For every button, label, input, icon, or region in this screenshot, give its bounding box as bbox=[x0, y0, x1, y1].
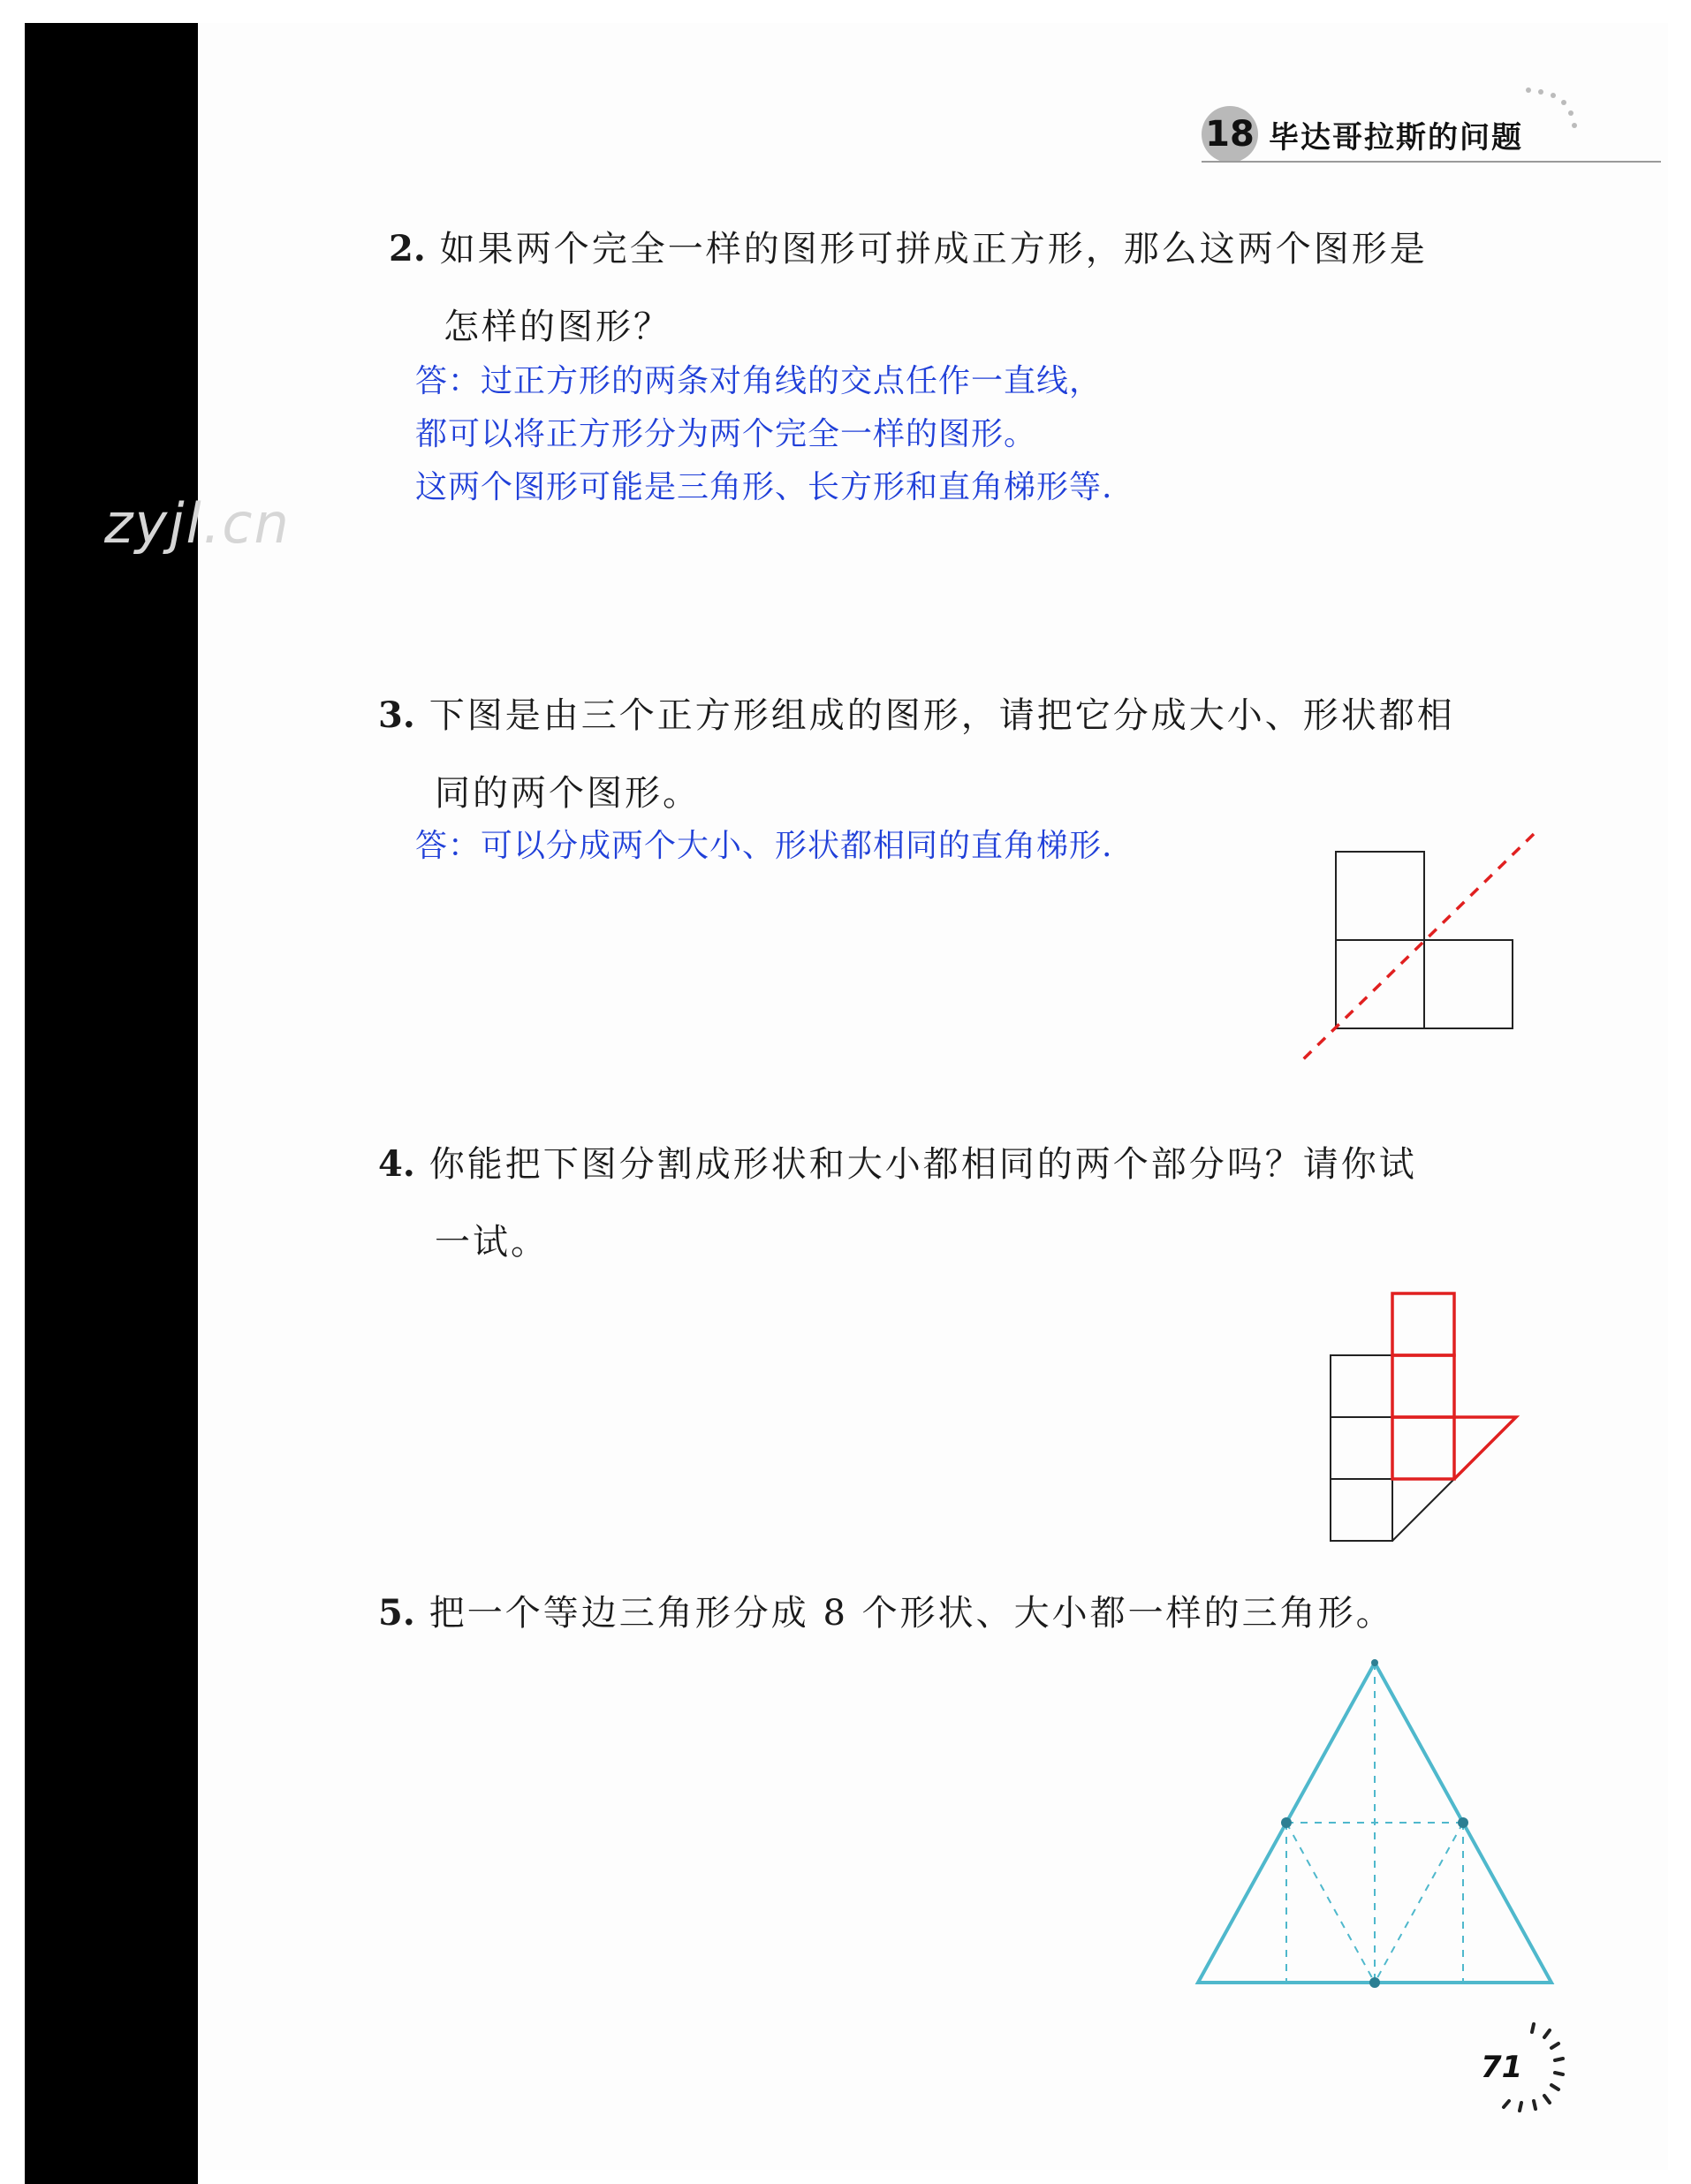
question-4-line-1: 4. 你能把下图分割成形状和大小都相同的两个部分吗？请你试 bbox=[378, 1143, 1417, 1185]
square-top bbox=[1336, 852, 1424, 940]
watermark: zyjl.cn bbox=[104, 491, 291, 556]
question-4-line-2: 一试。 bbox=[435, 1222, 549, 1263]
question-2-line-1: 2. 如果两个完全一样的图形可拼成正方形，那么这两个图形是 bbox=[389, 228, 1428, 269]
question-3-line-1: 3. 下图是由三个正方形组成的图形，请把它分成大小、形状都相 bbox=[378, 694, 1455, 736]
page-number: 71 bbox=[1481, 2050, 1523, 2085]
question-5-line-1: 5. 把一个等边三角形分成 8 个形状、大小都一样的三角形。 bbox=[378, 1592, 1394, 1634]
question-2-number: 2. bbox=[389, 228, 426, 269]
header-divider bbox=[1202, 161, 1661, 163]
question-2-line-2: 怎样的图形？ bbox=[444, 307, 671, 347]
question-4-number: 4. bbox=[378, 1143, 415, 1185]
chapter-number-badge: 18 bbox=[1202, 106, 1258, 163]
division-lines-dashed bbox=[1286, 1663, 1463, 1983]
question-5-number: 5. bbox=[378, 1592, 415, 1634]
question-3-line-2: 同的两个图形。 bbox=[435, 773, 701, 814]
square-bottom-right bbox=[1424, 940, 1513, 1028]
chapter-header bbox=[1202, 106, 1661, 168]
page-number-block bbox=[1460, 2020, 1566, 2117]
equilateral-triangle-figure bbox=[1184, 1652, 1573, 1997]
answer-3-line-1: 答：可以分成两个大小、形状都相同的直角梯形. bbox=[415, 828, 1113, 864]
answer-2-line-3: 这两个图形可能是三角形、长方形和直角梯形等. bbox=[415, 469, 1113, 505]
red-cut-part bbox=[1392, 1293, 1516, 1479]
staircase-figure bbox=[1316, 1281, 1528, 1564]
question-3-number: 3. bbox=[378, 694, 415, 736]
answer-2-line-1: 答：过正方形的两条对角线的交点任作一直线， bbox=[415, 363, 1103, 399]
answer-2-line-2: 都可以将正方形分为两个完全一样的图形。 bbox=[415, 416, 1037, 452]
three-squares-figure bbox=[1272, 813, 1564, 1078]
chapter-title: 毕达哥拉斯的问题 bbox=[1269, 120, 1523, 155]
book-spine-shadow bbox=[25, 23, 198, 2184]
decorative-dots-icon bbox=[1511, 81, 1590, 143]
